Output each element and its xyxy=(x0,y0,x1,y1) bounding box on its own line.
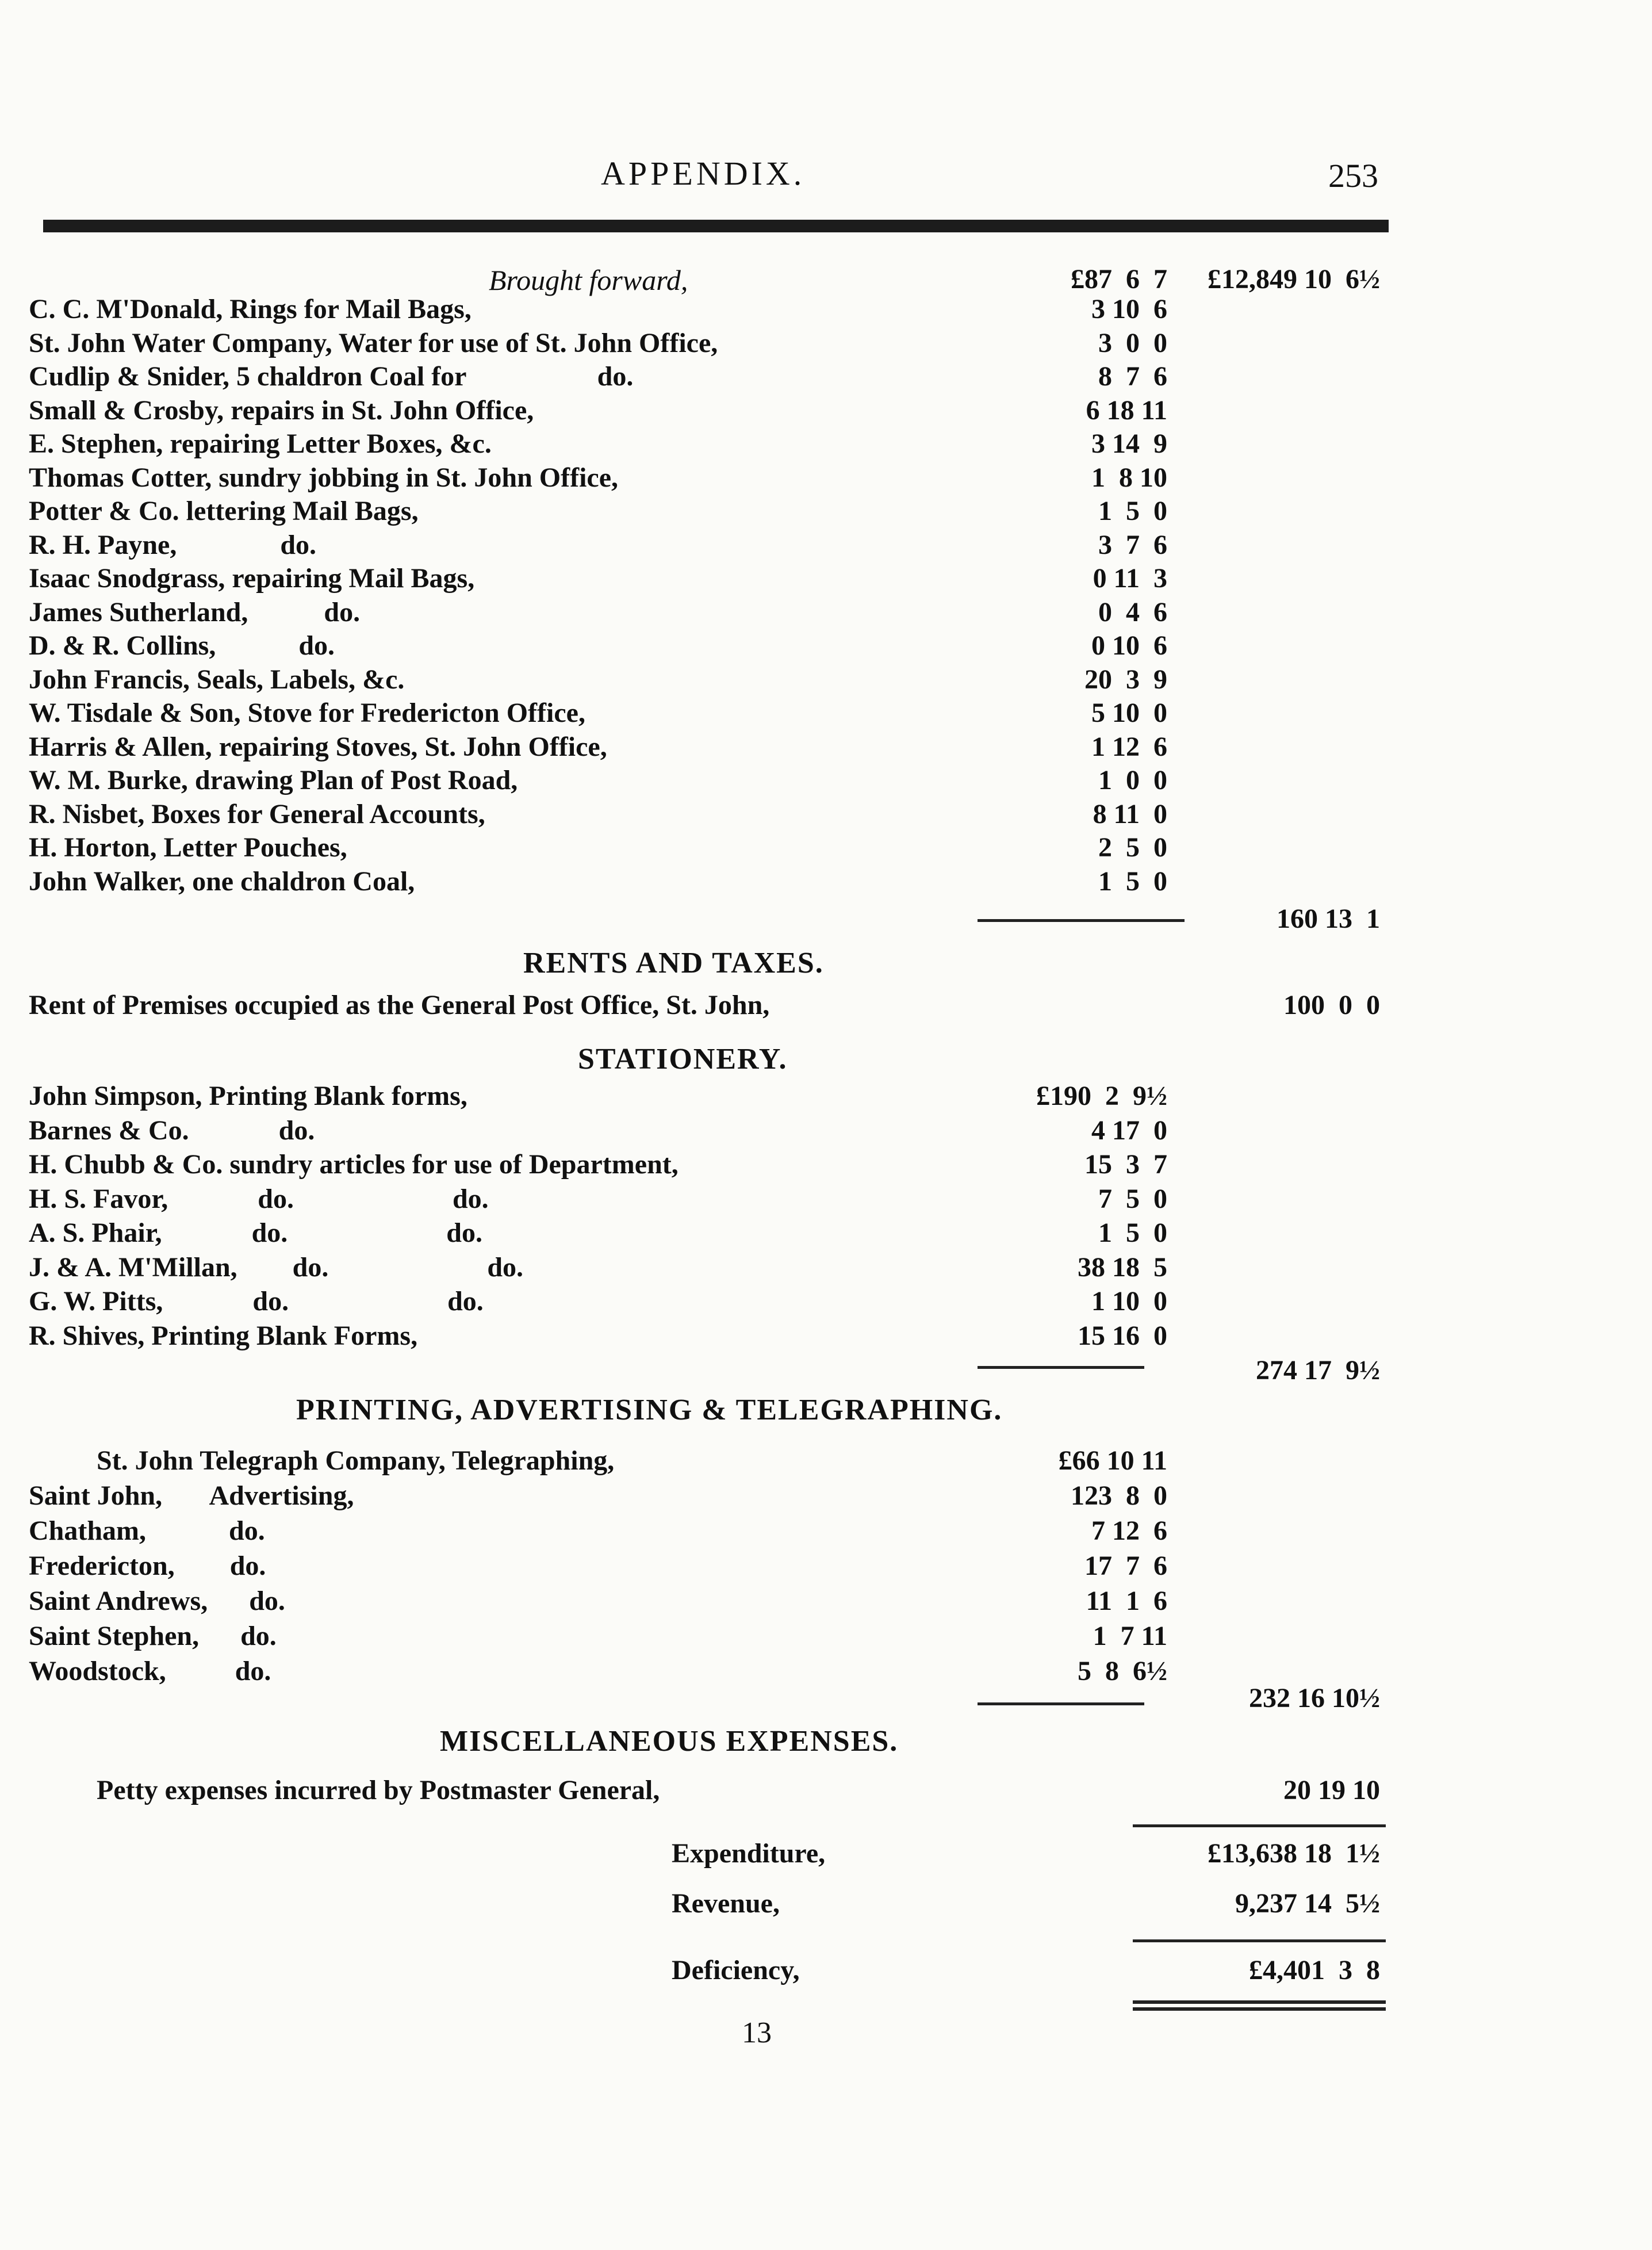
contingency-item-desc: C. C. M'Donald, Rings for Mail Bags, xyxy=(29,294,472,324)
contingency-item-desc: John Walker, one chaldron Coal, xyxy=(29,866,415,897)
expenditure-label: Expenditure, xyxy=(672,1838,826,1869)
section-heading-stationery: STATIONERY. xyxy=(578,1043,788,1076)
stationery-item-amount: 15 3 7 xyxy=(1084,1149,1167,1180)
stationery-item-row xyxy=(29,1285,1397,1320)
contingency-item-desc: Isaac Snodgrass, repairing Mail Bags, xyxy=(29,563,475,594)
stationery-item-row xyxy=(29,1080,1397,1115)
contingency-item-desc: H. Horton, Letter Pouches, xyxy=(29,832,347,863)
printing-item-row xyxy=(29,1585,1397,1620)
misc-total: 20 19 10 xyxy=(1283,1775,1380,1805)
printing-total-row xyxy=(29,1682,1397,1717)
printing-item-desc: Woodstock, do. xyxy=(29,1656,271,1686)
contingency-item-row xyxy=(29,529,1397,564)
contingency-item-desc: Small & Crosby, repairs in St. John Office, xyxy=(29,395,534,426)
contingency-item-amount: 3 10 6 xyxy=(1091,294,1167,324)
misc-desc: Petty expenses incurred by Postmaster General, xyxy=(97,1775,660,1805)
contingencies-total-row xyxy=(29,903,1397,938)
expenditure-total: £13,638 18 1½ xyxy=(1208,1838,1380,1869)
header-rule xyxy=(43,220,1389,232)
contingency-item-amount: 3 14 9 xyxy=(1091,428,1167,459)
revenue-total: 9,237 14 5½ xyxy=(1235,1888,1380,1919)
contingency-item-desc: John Francis, Seals, Labels, &c. xyxy=(29,664,405,695)
printing-item-amount: 1 7 11 xyxy=(1093,1621,1167,1651)
deficiency-row xyxy=(29,1954,1397,1989)
contingency-item-amount: 0 11 3 xyxy=(1093,563,1167,594)
contingency-item-row xyxy=(29,361,1397,395)
stationery-total-row xyxy=(29,1354,1397,1389)
contingency-item-amount: 3 0 0 xyxy=(1098,327,1167,358)
contingency-item-row xyxy=(29,832,1397,866)
printing-item-desc: Fredericton, do. xyxy=(29,1551,266,1581)
contingency-item-amount: 8 7 6 xyxy=(1098,361,1167,392)
contingency-item-row xyxy=(29,293,1397,328)
contingency-item-row xyxy=(29,428,1397,462)
printing-item-desc: Saint Stephen, do. xyxy=(29,1621,277,1651)
contingency-item-amount: 20 3 9 xyxy=(1084,664,1167,695)
contingency-item-row xyxy=(29,462,1397,496)
printing-item-desc: Chatham, do. xyxy=(29,1516,265,1546)
contingency-item-row xyxy=(29,798,1397,833)
stationery-item-amount: £190 2 9½ xyxy=(1036,1081,1167,1111)
stationery-item-desc: J. & A. M'Millan, do. do. xyxy=(29,1252,524,1283)
printing-item-desc: Saint John, Advertising, xyxy=(29,1480,354,1511)
section-heading-printing: PRINTING, ADVERTISING & TELEGRAPHING. xyxy=(296,1394,1003,1426)
contingency-item-amount: 0 10 6 xyxy=(1091,630,1167,661)
contingency-item-amount: 2 5 0 xyxy=(1098,832,1167,863)
printing-total: 232 16 10½ xyxy=(1249,1683,1380,1713)
stationery-item-amount: 38 18 5 xyxy=(1078,1252,1167,1283)
contingency-item-desc: W. Tisdale & Son, Stove for Fredericton Office, xyxy=(29,698,585,728)
deficiency-label: Deficiency, xyxy=(672,1955,800,1985)
contingencies-total: 160 13 1 xyxy=(1277,904,1380,934)
contingency-item-amount: 0 4 6 xyxy=(1098,596,1167,627)
contingency-item-amount: 1 0 0 xyxy=(1098,765,1167,795)
revenue-label: Revenue, xyxy=(672,1888,780,1919)
stationery-item-row xyxy=(29,1115,1397,1149)
printing-item-row xyxy=(29,1480,1397,1514)
brought-forward-row xyxy=(29,263,1397,298)
rent-desc: Rent of Premises occupied as the General Post Office, St. John, xyxy=(29,990,770,1020)
stationery-item-desc: Barnes & Co. do. xyxy=(29,1115,315,1146)
signature-mark: 13 xyxy=(742,2016,772,2049)
page-title: APPENDIX. xyxy=(601,155,806,192)
revenue-row xyxy=(29,1888,1397,1922)
brought-forward-total: £12,849 10 6½ xyxy=(1208,264,1380,294)
stationery-item-amount: 15 16 0 xyxy=(1078,1320,1167,1351)
stationery-item-row xyxy=(29,1149,1397,1183)
printing-item-row xyxy=(29,1515,1397,1549)
stationery-item-desc: R. Shives, Printing Blank Forms, xyxy=(29,1320,418,1351)
stationery-item-amount: 4 17 0 xyxy=(1091,1115,1167,1146)
stationery-item-desc: H. Chubb & Co. sundry articles for use of Department, xyxy=(29,1149,679,1180)
printing-item-row xyxy=(29,1550,1397,1585)
contingency-item-amount: 1 8 10 xyxy=(1091,462,1167,493)
printing-item-amount: 5 8 6½ xyxy=(1078,1656,1167,1686)
contingency-item-desc: R. Nisbet, Boxes for General Accounts, xyxy=(29,798,485,829)
stationery-item-amount: 1 10 0 xyxy=(1091,1286,1167,1317)
revenue-rule xyxy=(1133,1939,1386,1942)
stationery-item-row xyxy=(29,1183,1397,1218)
stationery-item-desc: John Simpson, Printing Blank forms, xyxy=(29,1081,467,1111)
contingency-item-desc: W. M. Burke, drawing Plan of Post Road, xyxy=(29,765,518,795)
contingency-item-amount: 8 11 0 xyxy=(1093,798,1167,829)
page-number: 253 xyxy=(1328,157,1378,194)
contingency-item-desc: St. John Water Company, Water for use of St. John Office, xyxy=(29,327,718,358)
contingency-item-amount: 5 10 0 xyxy=(1091,698,1167,728)
printing-item-amount: 7 12 6 xyxy=(1091,1516,1167,1546)
stationery-item-row xyxy=(29,1252,1397,1286)
stationery-item-desc: H. S. Favor, do. do. xyxy=(29,1183,489,1214)
brought-forward-label: Brought forward, xyxy=(489,264,688,296)
contingency-item-desc: James Sutherland, do. xyxy=(29,596,361,627)
stationery-item-row xyxy=(29,1320,1397,1354)
section-heading-rents: RENTS AND TAXES. xyxy=(523,947,824,979)
double-rule-bottom xyxy=(1133,2007,1386,2011)
rent-row xyxy=(29,989,1397,1024)
contingency-item-row xyxy=(29,562,1397,597)
contingency-item-amount: 3 7 6 xyxy=(1098,529,1167,560)
printing-item-amount: £66 10 11 xyxy=(1058,1445,1167,1476)
section-heading-misc: MISCELLANEOUS EXPENSES. xyxy=(440,1725,899,1758)
printing-item-row xyxy=(29,1445,1397,1479)
expenditure-row xyxy=(29,1838,1397,1872)
printing-item-amount: 17 7 6 xyxy=(1084,1551,1167,1581)
contingency-item-desc: Cudlip & Snider, 5 chaldron Coal for do. xyxy=(29,361,634,392)
printing-item-amount: 123 8 0 xyxy=(1071,1480,1167,1511)
rent-total: 100 0 0 xyxy=(1283,990,1380,1020)
contingency-item-desc: E. Stephen, repairing Letter Boxes, &c. xyxy=(29,428,492,459)
misc-row xyxy=(29,1774,1397,1809)
contingency-item-row xyxy=(29,327,1397,362)
stationery-item-row xyxy=(29,1217,1397,1252)
contingency-item-row xyxy=(29,596,1397,631)
stationery-total: 274 17 9½ xyxy=(1256,1355,1380,1386)
stationery-item-desc: A. S. Phair, do. do. xyxy=(29,1218,482,1248)
contingency-item-row xyxy=(29,731,1397,766)
contingency-item-amount: 1 12 6 xyxy=(1091,731,1167,762)
stationery-item-desc: G. W. Pitts, do. do. xyxy=(29,1286,484,1317)
contingency-item-row xyxy=(29,697,1397,732)
brought-forward-amount: £87 6 7 xyxy=(1071,264,1167,294)
contingency-item-desc: Harris & Allen, repairing Stoves, St. John Office, xyxy=(29,731,607,762)
stationery-item-amount: 1 5 0 xyxy=(1098,1218,1167,1248)
double-rule-top xyxy=(1133,2000,1386,2004)
contingency-item-row xyxy=(29,495,1397,530)
contingency-item-row xyxy=(29,630,1397,664)
contingency-item-desc: R. H. Payne, do. xyxy=(29,529,317,560)
printing-item-row xyxy=(29,1620,1397,1655)
contingency-item-row xyxy=(29,764,1397,799)
misc-rule xyxy=(1133,1824,1386,1827)
stationery-item-amount: 7 5 0 xyxy=(1098,1183,1167,1214)
contingency-item-amount: 1 5 0 xyxy=(1098,496,1167,526)
contingency-item-row xyxy=(29,866,1397,900)
contingency-item-row xyxy=(29,664,1397,698)
contingency-item-row xyxy=(29,395,1397,429)
contingency-item-amount: 6 18 11 xyxy=(1086,395,1167,426)
contingency-item-desc: Thomas Cotter, sundry jobbing in St. John Office, xyxy=(29,462,619,493)
contingency-item-amount: 1 5 0 xyxy=(1098,866,1167,897)
contingency-item-desc: D. & R. Collins, do. xyxy=(29,630,335,661)
printing-item-desc: Saint Andrews, do. xyxy=(29,1586,285,1616)
contingency-item-desc: Potter & Co. lettering Mail Bags, xyxy=(29,496,419,526)
printing-item-desc: St. John Telegraph Company, Telegraphing, xyxy=(97,1445,615,1476)
printing-item-amount: 11 1 6 xyxy=(1086,1586,1167,1616)
deficiency-total: £4,401 3 8 xyxy=(1249,1955,1380,1985)
